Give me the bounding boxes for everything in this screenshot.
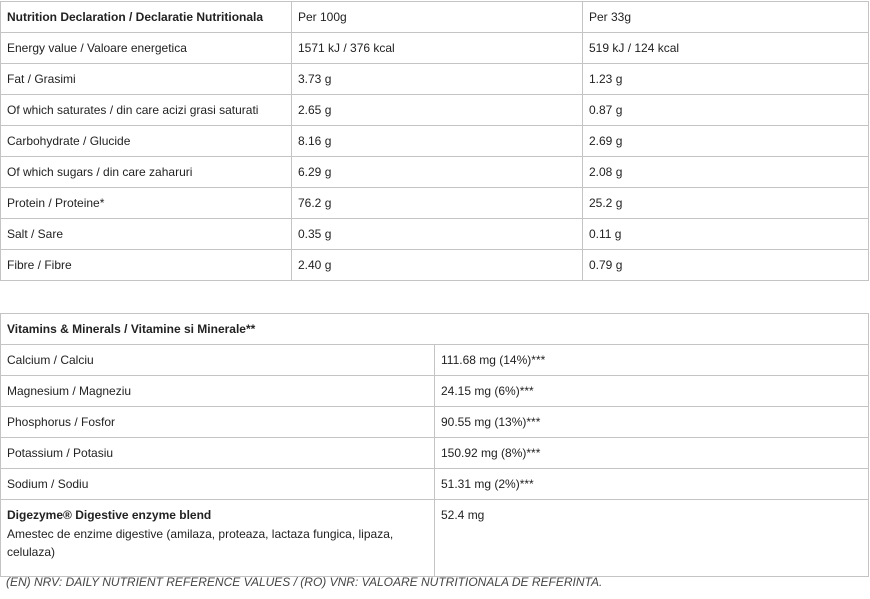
mineral-value: 150.92 mg (8%)***	[435, 438, 869, 469]
nutrient-per33: 0.79 g	[583, 250, 869, 281]
nutrient-per33: 0.87 g	[583, 95, 869, 126]
table-row	[1, 64, 869, 95]
table-row	[1, 188, 869, 219]
nutrient-label: Salt / Sare	[1, 219, 292, 250]
enzyme-value: 52.4 mg	[435, 500, 869, 577]
mineral-label: Potassium / Potasiu	[1, 438, 435, 469]
nutrient-label: Protein / Proteine*	[1, 188, 292, 219]
mineral-value: 24.15 mg (6%)***	[435, 376, 869, 407]
nutrient-label: Of which sugars / din care zaharuri	[1, 157, 292, 188]
table-spacer	[0, 282, 870, 312]
nutrient-per100: 2.65 g	[292, 95, 583, 126]
table-row	[1, 438, 869, 469]
nutrient-per33: 2.69 g	[583, 126, 869, 157]
nutrition-header-per100: Per 100g	[292, 2, 583, 33]
enzyme-description: Amestec de enzime digestive (amilaza, proteaza, lactaza fungica, lipaza, celulaza)	[7, 527, 394, 559]
enzyme-name: Digezyme® Digestive enzyme blend	[7, 508, 212, 522]
minerals-header-row	[1, 314, 869, 345]
nutrient-per33: 519 kJ / 124 kcal	[583, 33, 869, 64]
nrv-footnote: (EN) NRV: DAILY NUTRIENT REFERENCE VALUES / (RO) VNR: VALOARE NUTRITIONALA DE REFERINTA.	[6, 575, 603, 589]
mineral-label: Sodium / Sodiu	[1, 469, 435, 500]
nutrition-header-per33: Per 33g	[583, 2, 869, 33]
table-row	[1, 345, 869, 376]
nutrient-per33: 25.2 g	[583, 188, 869, 219]
nutrient-per100: 76.2 g	[292, 188, 583, 219]
mineral-value: 111.68 mg (14%)***	[435, 345, 869, 376]
table-row	[1, 250, 869, 281]
nutrient-per100: 2.40 g	[292, 250, 583, 281]
table-row	[1, 376, 869, 407]
nutrient-per33: 1.23 g	[583, 64, 869, 95]
mineral-value: 90.55 mg (13%)***	[435, 407, 869, 438]
nutrient-per100: 0.35 g	[292, 219, 583, 250]
nutrient-label: Energy value / Valoare energetica	[1, 33, 292, 64]
nutrition-table	[0, 1, 869, 281]
mineral-label: Phosphorus / Fosfor	[1, 407, 435, 438]
mineral-label: Magnesium / Magneziu	[1, 376, 435, 407]
nutrient-per33: 2.08 g	[583, 157, 869, 188]
minerals-table	[0, 313, 869, 577]
table-row	[1, 219, 869, 250]
enzyme-row	[1, 500, 869, 577]
table-row	[1, 33, 869, 64]
table-row	[1, 126, 869, 157]
mineral-value: 51.31 mg (2%)***	[435, 469, 869, 500]
table-row	[1, 157, 869, 188]
nutrient-per100: 1571 kJ / 376 kcal	[292, 33, 583, 64]
table-row	[1, 95, 869, 126]
nutrition-header-label: Nutrition Declaration / Declaratie Nutritionala	[1, 2, 292, 33]
mineral-label: Calcium / Calciu	[1, 345, 435, 376]
enzyme-label-cell	[1, 500, 435, 577]
nutrient-per100: 6.29 g	[292, 157, 583, 188]
nutrient-per100: 3.73 g	[292, 64, 583, 95]
nutrient-label: Fibre / Fibre	[1, 250, 292, 281]
nutrient-label: Carbohydrate / Glucide	[1, 126, 292, 157]
table-row	[1, 469, 869, 500]
table-row	[1, 407, 869, 438]
nutrient-per100: 8.16 g	[292, 126, 583, 157]
nutrient-per33: 0.11 g	[583, 219, 869, 250]
nutrient-label: Fat / Grasimi	[1, 64, 292, 95]
minerals-header: Vitamins & Minerals / Vitamine si Minerale**	[1, 314, 869, 345]
nutrition-header-row	[1, 2, 869, 33]
nutrient-label: Of which saturates / din care acizi grasi saturati	[1, 95, 292, 126]
